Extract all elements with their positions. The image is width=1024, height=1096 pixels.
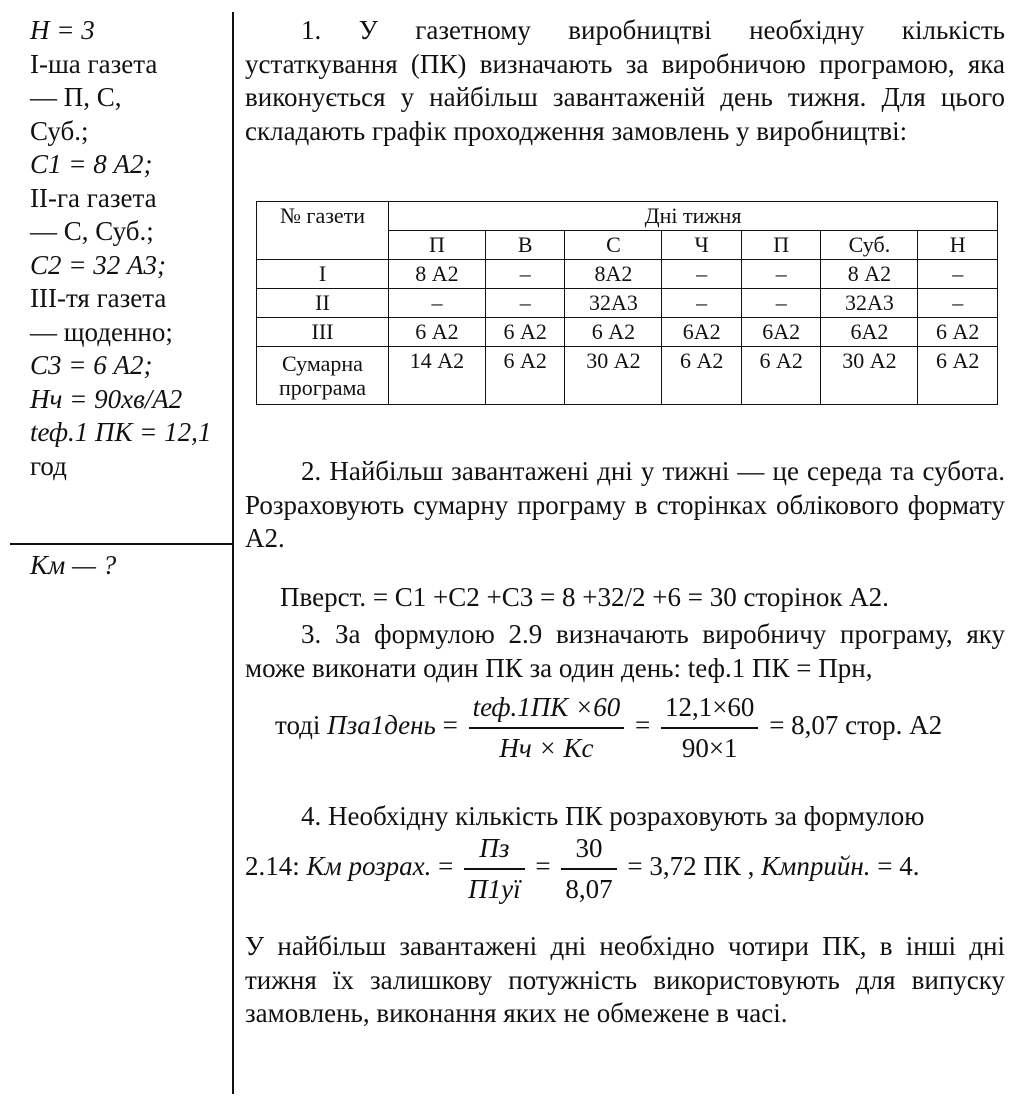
table-cell: 6 А2 [485,318,565,347]
formula-day-lhs: Пза1день [327,710,436,741]
table-cell: 30 А2 [821,347,918,405]
table-cell: – [662,260,742,289]
fraction [561,833,616,905]
table-col-header: № газети [257,202,389,260]
table-row [257,318,998,347]
day-header: С [565,231,662,260]
fraction [469,692,625,764]
given-line: І-ша газета [30,48,158,79]
table-group-header: Дні тижня [389,202,998,231]
fraction-numerator: Пз [464,833,524,870]
table-cell: 14 А2 [389,347,486,405]
given-line: C3 = 6 А2; [30,350,153,380]
table-cell: 6 А2 [741,347,821,405]
given-line: год [30,450,67,481]
day-header: Н [918,231,998,260]
table-cell: – [741,260,821,289]
given-line: tеф.1 ПК = 12,1 [30,417,212,447]
fraction-numerator: 12,1×60 [661,692,758,729]
formula-day: тоді Пза1день = $\frac{\text{tеф.1ПК ×60}}{Hч \times Kс}$ = $\frac{12,1\times 60}{90\times 1}$ = 8,07 стор. А2 [275,692,943,763]
formula-day-prefix: тоді [275,710,321,741]
table-cell: 6А2 [741,318,821,347]
table-cell: – [741,289,821,318]
table-cell: – [662,289,742,318]
solution-step-2 [245,455,1005,556]
conclusion-text: У найбільш завантажені дні необхідно чотири ПК, в інші дні тижня їх залишкову потужність використовують для випуску замовлень, виконання яких не обмежене в часі. [245,931,1005,1028]
row-label: ІІ [257,289,389,318]
formula-k-result2: = 4. [877,851,920,882]
table-row [257,260,998,289]
table-cell: 6 А2 [918,347,998,405]
table-cell: 32А3 [565,289,662,318]
fraction-denominator: 90×1 [681,733,738,763]
table-cell: – [389,289,486,318]
fraction-denominator: П1уї [468,874,521,904]
table-cell: 6 А2 [389,318,486,347]
given-line: C2 = 32 А3; [30,249,166,280]
fraction [464,833,524,905]
table-cell: – [485,260,565,289]
formula-k-lhs2: Kмприйн. [761,851,871,882]
table-cell: – [918,289,998,318]
table-cell: 6А2 [821,318,918,347]
formula-k-result: = 3,72 ПК , [627,851,755,882]
given-line: ІІІ-тя газета [30,283,167,313]
table-cell: 6 А2 [918,318,998,347]
given-line: Hч = 90хв/А2 [30,383,183,414]
given-line: — С, Суб.; [30,216,154,246]
given-line: H = 3 [30,15,95,45]
fraction-numerator: 30 [561,833,616,870]
table-cell: 30 А2 [565,347,662,405]
given-line: ІІ-га газета [30,182,157,213]
find-line: Kм — ? [30,550,117,580]
fraction-denominator: Hч × Kс [499,733,594,763]
step-3-text: 3. За формулою 2.9 визначають виробничу програму, яку може виконати один ПК за один день: tеф.1 ПК = Прн, [245,619,1005,683]
solution-step-4 [245,800,1005,834]
table-cell: 8 А2 [821,260,918,289]
day-header: Ч [662,231,742,260]
table-row [257,289,998,318]
step-2-text: 2. Найбільш завантажені дні у тижні — це середа та субота. Розраховують сумарну програму в сторінках облікового формату А2. [245,456,1005,553]
table-cell: 8 А2 [389,260,486,289]
table-cell: 32А3 [821,289,918,318]
formula-sum: Пверст. = C1 +C2 +C3 = 8 +32/2 +6 = 30 сторінок А2. [280,582,889,612]
formula-k-prefix: 2.14: [245,851,300,882]
table-cell: – [485,289,565,318]
step-4-text: 4. Необхідну кількість ПК розраховують за формулою [301,801,925,831]
table-cell: 6А2 [662,318,742,347]
table-cell: 6 А2 [662,347,742,405]
row-label: ІІІ [257,318,389,347]
row-label: Сумарна програма [257,347,389,405]
given-line: C1 = 8 А2; [30,149,153,179]
given-line: — П, С, [30,82,122,112]
given-line: — щоденно; [30,316,173,347]
table-row-total [257,347,998,405]
given-line: Суб.; [30,115,89,146]
day-header: Суб. [821,231,918,260]
fraction-numerator: tеф.1ПК ×60 [469,692,625,729]
given-divider [10,543,232,545]
fraction-denominator: 8,07 [565,874,613,904]
formula-k-lhs: Kм розрах. [306,851,432,882]
row-label: І [257,260,389,289]
solution-step-1 [245,14,1005,148]
step-1-text: 1. У газетному виробництві необхідну кількість устаткування (ПК) визначають за виробничою програмою, яка виконується у найбільш завантаженій день тижня. Для цього складають графік проходження замовлень у виробництві: [245,15,1005,146]
solution-step-3 [245,618,1005,685]
table-cell: – [918,260,998,289]
schedule-table [256,201,998,405]
day-header: П [741,231,821,260]
table-cell: 6 А2 [565,318,662,347]
column-divider [232,12,234,1094]
formula-k: 2.14: Kм розрах. = $\frac{Пз}{П1уї}$ = $\frac{30}{8,07}$ = 3,72 ПК , Kмприйн. = 4. [245,833,920,904]
day-header: П [389,231,486,260]
conclusion [245,930,1005,1031]
table-cell: 6 А2 [485,347,565,405]
given-block [30,14,220,483]
fraction [661,692,758,764]
day-header: В [485,231,565,260]
table-cell: 8А2 [565,260,662,289]
formula-day-result: = 8,07 стор. А2 [769,710,943,741]
